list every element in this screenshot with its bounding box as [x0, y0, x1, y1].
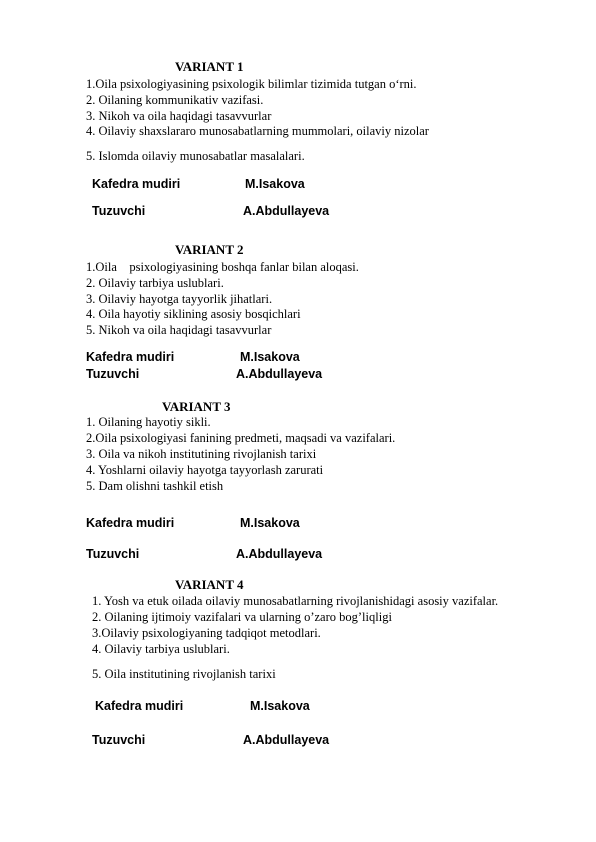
variant-3-item-5: 5. Dam olishni tashkil etish [86, 479, 224, 493]
variant-2-item-4: 4. Oila hayotiy siklining asosiy bosqichlari [86, 307, 301, 321]
variant-1-head-label: Kafedra mudiri [92, 177, 181, 191]
variant-2-item-2: 2. Oilaviy tarbiya uslublari. [86, 276, 224, 290]
variant-3-item-4: 4. Yoshlarni oilaviy hayotga tayyorlash zarurati [86, 463, 324, 477]
variant-4-item-4: 4. Oilaviy tarbiya uslublari. [92, 642, 230, 656]
variant-1-item-4: 4. Oilaviy shaxslararo munosabatlarning mummolari, oilaviy nizolar [86, 124, 429, 138]
variant-4-item-1: 1. Yosh va etuk oilada oilaviy munosabatlarning rivojlanishidagi asosiy vazifalar. [92, 594, 499, 608]
variant-1-title: VARIANT 1 [175, 59, 244, 74]
variant-4-author-label: Tuzuvchi [92, 733, 146, 747]
variant-1-author-name: A.Abdullayeva [243, 204, 330, 218]
variant-4-item-5: 5. Oila institutining rivojlanish tarixi [92, 667, 276, 681]
variant-1-item-5: 5. Islomda oilaviy munosabatlar masalalari. [86, 149, 305, 163]
variant-4-title: VARIANT 4 [175, 577, 244, 592]
variant-3-item-3: 3. Oila va nikoh institutining rivojlanish tarixi [86, 447, 317, 461]
variant-1-head-name: M.Isakova [245, 177, 305, 191]
variant-1-item-3: 3. Nikoh va oila haqidagi tasavvurlar [86, 109, 272, 123]
variant-2-head-label: Kafedra mudiri [86, 350, 175, 364]
variant-3-head-label: Kafedra mudiri [86, 516, 175, 530]
variant-1-item-1: 1.Oila psixologiyasining psixologik bilimlar tizimida tutgan o‘rni. [86, 77, 417, 91]
variant-3-item-1: 1. Oilaning hayotiy sikli. [86, 415, 211, 429]
variant-4-item-2: 2. Oilaning ijtimoiy vazifalari va ularning o’zaro bog’liqligi [92, 610, 392, 624]
variant-2-author-name: A.Abdullayeva [236, 367, 323, 381]
variant-2-item-5: 5. Nikoh va oila haqidagi tasavvurlar [86, 323, 272, 337]
variant-3-author-name: A.Abdullayeva [236, 547, 323, 561]
variant-1-author-label: Tuzuvchi [92, 204, 146, 218]
variant-4-head-name: M.Isakova [250, 699, 310, 713]
variant-2-author-label: Tuzuvchi [86, 367, 140, 381]
variant-1-item-2: 2. Oilaning kommunikativ vazifasi. [86, 93, 264, 107]
variant-3-title: VARIANT 3 [162, 399, 231, 414]
variant-2-title: VARIANT 2 [175, 242, 244, 257]
variant-3-head-name: M.Isakova [240, 516, 300, 530]
variant-2-item-1: 1.Oila psixologiyasining boshqa fanlar bilan aloqasi. [86, 260, 359, 274]
variant-4-head-label: Kafedra mudiri [95, 699, 184, 713]
variant-3-author-label: Tuzuvchi [86, 547, 140, 561]
variant-2-head-name: M.Isakova [240, 350, 300, 364]
variant-4-item-3: 3.Oilaviy psixologiyaning tadqiqot metodlari. [92, 626, 321, 640]
variant-3-item-2: 2.Oila psixologiyasi fanining predmeti, maqsadi va vazifalari. [86, 431, 396, 445]
variant-2-item-3: 3. Oilaviy hayotga tayyorlik jihatlari. [86, 292, 273, 306]
variant-4-author-name: A.Abdullayeva [243, 733, 330, 747]
